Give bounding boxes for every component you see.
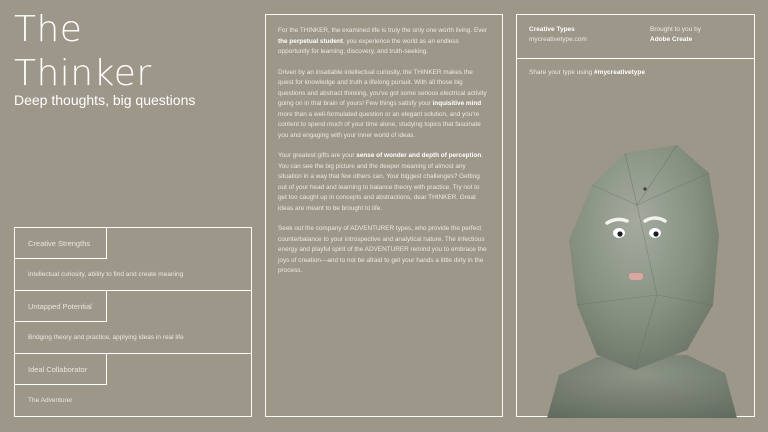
p2-text-a: Driven by an insatiable intellectual curiosity, the THINKER makes the quest for knowledge and truth a lifelong pursuit. With all those big questions and abstract thinking, you've got some serious electrical activity going on in that brain of yours! Few things satisfy your bbox=[278, 68, 487, 107]
sponsor-name[interactable]: Adobe Create bbox=[650, 36, 693, 43]
p2-text-c: more than a well-formulated question or an elegant solution, and you're content to spend much of your time alone, studying topics that fascinate you and engaging with your inner world of ideas. bbox=[278, 110, 481, 139]
description-paragraph-4: Seek out the company of ADVENTURER types, who provide the perfect counterbalance to your introspective and analytical nature. The infectious energy and playful spirit of the ADVENTURER remind you to embrace the joys of creation—and to not be afraid to get your hands a little dirty in the process. bbox=[278, 225, 487, 274]
p3-bold: sense of wonder and depth of perception bbox=[356, 152, 482, 159]
stone-head-figure bbox=[537, 145, 742, 418]
subtitle: Deep thoughts, big questions bbox=[14, 92, 196, 108]
brand-name: Creative Types bbox=[529, 26, 575, 33]
description-paragraph-1 bbox=[278, 26, 490, 58]
section-untapped-potential bbox=[15, 291, 251, 354]
description-panel bbox=[265, 14, 503, 417]
tab-creative-strengths[interactable]: Creative Strengths bbox=[15, 228, 107, 259]
section-ideal-collaborator bbox=[15, 354, 251, 416]
p1-text-c: , you experience the world as an endless opportunity for learning, discovery, and truth-seeking. bbox=[278, 37, 459, 55]
share-line bbox=[517, 59, 754, 86]
p2-bold: inquisitive mind bbox=[432, 100, 482, 107]
title-line-2: Thinker bbox=[14, 53, 152, 94]
untapped-potential-text: Bridging theory and practice, applying ideas in real life bbox=[28, 334, 184, 341]
brought-by-label: Brought to you by bbox=[650, 26, 701, 33]
title bbox=[14, 8, 152, 96]
ideal-collaborator-text: The Adventurer bbox=[28, 397, 73, 404]
sponsor-block bbox=[650, 25, 701, 45]
creative-strengths-text: Intellectual curiosity, ability to find and create meaning bbox=[28, 271, 184, 278]
branding-header bbox=[517, 15, 754, 59]
brand-site-link[interactable]: mycreativetype.com bbox=[529, 36, 587, 43]
share-prefix: Share your type using bbox=[529, 69, 595, 76]
tab-ideal-collaborator[interactable]: Ideal Collaborator bbox=[15, 354, 107, 385]
p3-text-c: . You can see the big picture and the deeper meaning of almost any situation in a way that few others can. Your biggest challenges? Getting out of your head and learning to balance theory with practice. Try not to get too caught up in concepts and abstractions, dear THINKER. Great ideas are meant to be brought to life. bbox=[278, 152, 484, 212]
share-hashtag[interactable]: #mycreativetype bbox=[594, 69, 645, 76]
tab-untapped-potential[interactable]: Untapped Potential bbox=[15, 291, 107, 322]
p1-text-a: For the THINKER, the examined life is truly the only one worth living. Ever bbox=[278, 27, 488, 34]
description-paragraph-3 bbox=[278, 151, 490, 214]
section-creative-strengths bbox=[15, 228, 251, 291]
brand-block bbox=[529, 25, 587, 45]
branding-panel bbox=[516, 14, 755, 417]
mouth bbox=[629, 273, 643, 280]
p3-text-a: Your greatest gifts are your bbox=[278, 152, 357, 159]
title-line-1: The bbox=[14, 9, 83, 50]
traits-panel bbox=[14, 227, 252, 417]
p1-bold: the perpetual student bbox=[278, 37, 343, 45]
description-paragraph-2 bbox=[278, 68, 490, 142]
